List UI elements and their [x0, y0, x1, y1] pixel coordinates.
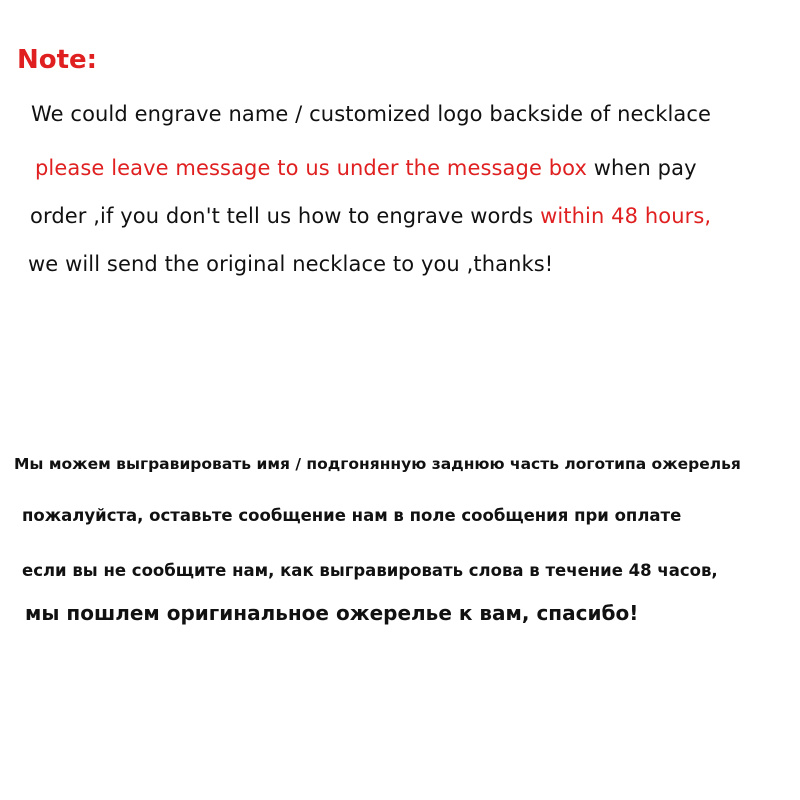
english-line-order [30, 206, 711, 227]
english-line-engrave: We could engrave name / customized logo backside of necklace [31, 102, 712, 126]
russian-line-thanks: мы пошлем оригинальное ожерелье к вам, спасибо! [25, 601, 639, 625]
russian-line-message: пожалуйста, оставьте сообщение нам в поле сообщения при оплате [22, 506, 682, 525]
english-line-message [35, 158, 697, 179]
english-text-when-pay: when pay [587, 156, 697, 180]
russian-line-48-hours: если вы не сообщите нам, как выгравировать слова в течение 48 часов, [22, 561, 718, 580]
english-text-order: order ,if you don't tell us how to engrave words [30, 204, 541, 228]
english-line-thanks: we will send the original necklace to you ,thanks! [28, 252, 554, 276]
note-title: Note: [17, 45, 98, 75]
russian-line-engrave: Мы можем выгравировать имя / подгонянную заднюю часть логотипа ожерелья [14, 455, 741, 473]
english-highlight-message-box: please leave message to us under the message box [35, 156, 587, 180]
english-highlight-48-hours: within 48 hours, [540, 204, 712, 228]
